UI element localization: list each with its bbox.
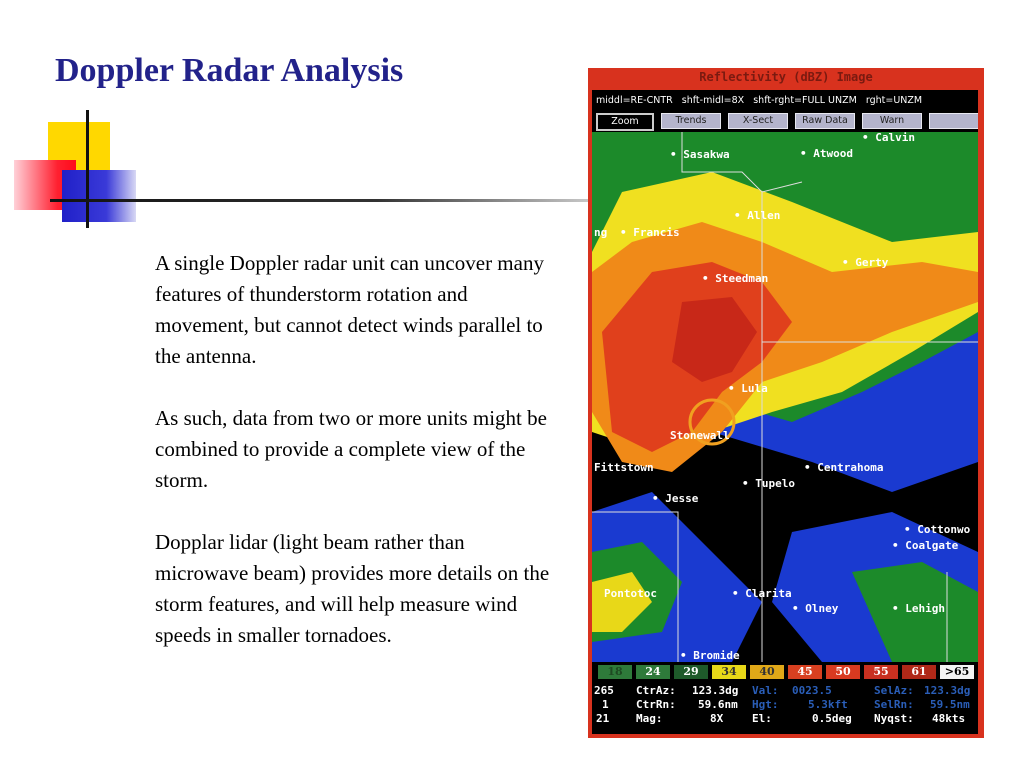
town-ng: ng <box>594 226 608 239</box>
readout-value: 123.3dg <box>924 684 971 697</box>
readout-value: 59.5nm <box>930 698 970 711</box>
town-atwood: • Atwood <box>800 147 853 160</box>
town-calvin: • Calvin <box>862 131 915 144</box>
town-tupelo: • Tupelo <box>742 477 795 490</box>
radar-image <box>588 68 984 738</box>
readout-label: CtrAz: <box>636 684 676 697</box>
readout-value: 1 <box>602 698 609 711</box>
legend-swatch: >65 <box>940 665 974 679</box>
readout-label: Mag: <box>636 712 663 725</box>
town-jesse: • Jesse <box>652 492 699 505</box>
town-francis: • Francis <box>620 226 680 239</box>
readout-value: 21 <box>596 712 610 725</box>
x-sect-button[interactable]: X-Sect <box>728 113 788 129</box>
logo-blue-square <box>62 170 136 222</box>
readout-label: CtrRn: <box>636 698 676 711</box>
zoom-button[interactable]: Zoom <box>596 113 654 131</box>
readout-row <box>592 712 978 726</box>
slide-body <box>155 248 555 682</box>
town-sasakwa: • Sasakwa <box>670 148 730 161</box>
readout-label: El: <box>752 712 772 725</box>
blank-button[interactable] <box>929 113 978 129</box>
town-olney: • Olney <box>792 602 839 615</box>
radar-title: Reflectivity (dBZ) Image <box>699 70 873 84</box>
title-divider <box>50 199 595 202</box>
readout-value: 123.3dg <box>692 684 739 697</box>
town-bromide: • Bromide <box>680 649 740 662</box>
readout-value: 59.6nm <box>698 698 738 711</box>
readout-label: Val: <box>752 684 779 697</box>
town-steedman: • Steedman <box>702 272 769 285</box>
readout-value: 0023.5 <box>792 684 832 697</box>
readout-value: 48kts <box>932 712 966 725</box>
town-centrahoma: • Centrahoma <box>804 461 884 474</box>
warn-button[interactable]: Warn <box>862 113 922 129</box>
logo-vertical-line <box>86 110 89 228</box>
readout-value: 5.3kft <box>808 698 848 711</box>
town-lula: • Lula <box>728 382 768 395</box>
readout-value: 0.5deg <box>812 712 852 725</box>
legend-swatch: 18 <box>598 665 632 679</box>
paragraph: As such, data from two or more units might be combined to provide a complete view of the storm. <box>155 406 547 492</box>
slide-title: Doppler Radar Analysis <box>55 52 404 89</box>
town-gerty: • Gerty <box>842 256 889 269</box>
legend-swatch: 55 <box>864 665 898 679</box>
trends-button[interactable]: Trends <box>661 113 721 129</box>
raw-data-button[interactable]: Raw Data <box>795 113 855 129</box>
readout-row <box>592 684 978 698</box>
reflectivity-map <box>592 132 978 662</box>
legend-swatch: 61 <box>902 665 936 679</box>
legend-swatch: 40 <box>750 665 784 679</box>
town-pontotoc: Pontotoc <box>604 587 657 600</box>
town-cottonwood: • Cottonwo <box>904 523 971 536</box>
town-clarita: • Clarita <box>732 587 792 600</box>
mouse-hint: middl=RE-CNTR shft-midl=8X shft-rght=FULL UNZM rght=UNZM <box>596 95 923 106</box>
readout-row <box>592 698 978 712</box>
legend-swatch: 50 <box>826 665 860 679</box>
town-allen: • Allen <box>734 209 781 222</box>
town-coalgate: • Coalgate <box>892 539 959 552</box>
legend-swatch: 24 <box>636 665 670 679</box>
readout-value: 265 <box>594 684 614 697</box>
readout-panel <box>592 684 978 726</box>
town-fittstown: Fittstown <box>594 461 654 474</box>
town-stonewall: Stonewall <box>670 429 730 442</box>
paragraph: A single Doppler radar unit can uncover many features of thunderstorm rotation and movement, but cannot detect winds parallel to the antenna. <box>155 251 544 368</box>
town-lehigh: • Lehigh <box>892 602 945 615</box>
readout-label: SelAz: <box>874 684 914 697</box>
legend-swatch: 45 <box>788 665 822 679</box>
readout-label: SelRn: <box>874 698 914 711</box>
paragraph: Dopplar lidar (light beam rather than microwave beam) provides more details on the storm features, and will help measure wind speeds in smaller tornadoes. <box>155 530 550 647</box>
legend-swatch: 29 <box>674 665 708 679</box>
legend-swatch: 34 <box>712 665 746 679</box>
readout-label: Hgt: <box>752 698 779 711</box>
dbz-legend <box>598 665 974 679</box>
readout-value: 8X <box>710 712 724 725</box>
readout-label: Nyqst: <box>874 712 914 725</box>
